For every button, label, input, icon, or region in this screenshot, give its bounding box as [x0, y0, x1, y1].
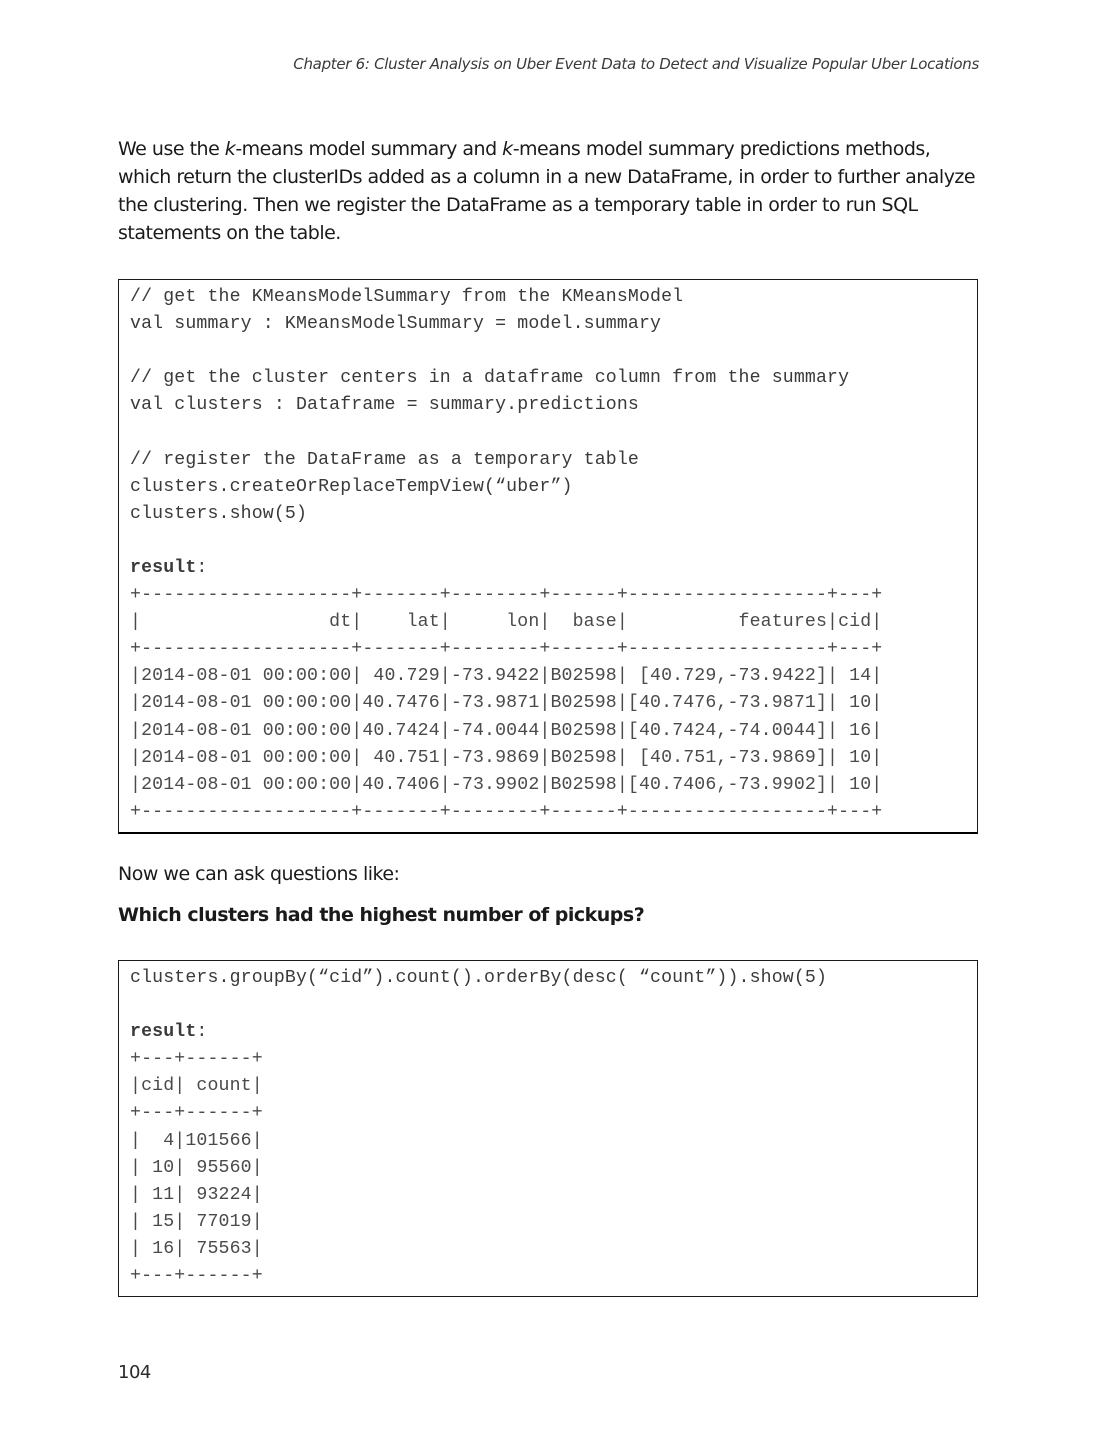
code-blank-line [130, 419, 977, 446]
result-label-bold: result [130, 557, 197, 578]
intro-text-3: -means model summary predictions methods, which return the clusterIDs added as a column in a new DataFrame, in order to further analyze the clustering. Then we register the DataFrame as a temporary table in order to run SQL statements on the table. [118, 138, 976, 244]
k-italic: k [224, 138, 236, 160]
result-colon: : [196, 557, 208, 578]
k-italic: k [502, 138, 513, 160]
running-header: Chapter 6: Cluster Analysis on Uber Event Data to Detect and Visualize Popular Uber Locations [293, 55, 979, 73]
intro-text-1: We use the [118, 138, 225, 160]
table-border: +---+------+ [130, 1266, 263, 1287]
page-number: 104 [118, 1362, 151, 1383]
code-block-kmeans-summary [118, 279, 978, 834]
code-comment: // get the cluster centers in a dataframe column from the summary [130, 368, 850, 389]
table-border: +---+------+ [130, 1103, 263, 1124]
table-border: +-------------------+-------+--------+------+------------------+---+ [130, 801, 883, 822]
table-row: |2014-08-01 00:00:00|40.7406|-73.9902|B02598|[40.7406,-73.9902]| 10| [130, 774, 883, 795]
table-border: +-------------------+-------+--------+------+------------------+---+ [130, 585, 883, 606]
table-row: | 15| 77019| [130, 1211, 263, 1232]
code-line: val summary : KMeansModelSummary = model.summary [130, 314, 662, 335]
code-blank-line [130, 992, 977, 1019]
table-border: +---+------+ [130, 1049, 263, 1070]
code-line: val clusters : Dataframe = summary.predictions [130, 395, 639, 416]
table-row: | 4|101566| [130, 1130, 263, 1151]
table-row: | 11| 93224| [130, 1184, 263, 1205]
intro-paragraph [118, 135, 980, 247]
table-header-row: | dt| lat| lon| base| features|cid| [130, 612, 883, 633]
table-row: | 16| 75563| [130, 1238, 263, 1259]
result-label-bold: result [130, 1022, 197, 1043]
table-border: +-------------------+-------+--------+------+------------------+---+ [130, 639, 883, 660]
result-label [130, 1019, 977, 1046]
table-row: |2014-08-01 00:00:00|40.7476|-73.9871|B02598|[40.7476,-73.9871]| 10| [130, 693, 883, 714]
code-comment: // register the DataFrame as a temporary table [130, 449, 639, 470]
table-row: |2014-08-01 00:00:00|40.7424|-74.0044|B02598|[40.7424,-74.0044]| 16| [130, 720, 883, 741]
question-heading: Which clusters had the highest number of pickups? [118, 904, 645, 926]
result-colon: : [196, 1022, 208, 1043]
code-block-groupby-count [118, 960, 978, 1297]
table-row: |2014-08-01 00:00:00| 40.751|-73.9869|B02598| [40.751,-73.9869]| 10| [130, 747, 883, 768]
lead-text: Now we can ask questions like: [118, 863, 400, 885]
code-line: clusters.groupBy(“cid”).count().orderBy(desc( “count”)).show(5) [130, 968, 828, 988]
code-blank-line [130, 338, 977, 365]
code-line: clusters.show(5) [130, 503, 308, 524]
code-line: clusters.createOrReplaceTempView(“uber”) [130, 476, 573, 497]
table-row: |2014-08-01 00:00:00| 40.729|-73.9422|B02598| [40.729,-73.9422]| 14| [130, 666, 883, 687]
intro-text-2: -means model summary and [235, 138, 503, 160]
table-header-row: |cid| count| [130, 1076, 263, 1097]
code-comment: // get the KMeansModelSummary from the KMeansModel [130, 287, 684, 307]
code-blank-line [130, 528, 977, 555]
result-label [130, 555, 977, 582]
table-row: | 10| 95560| [130, 1157, 263, 1178]
